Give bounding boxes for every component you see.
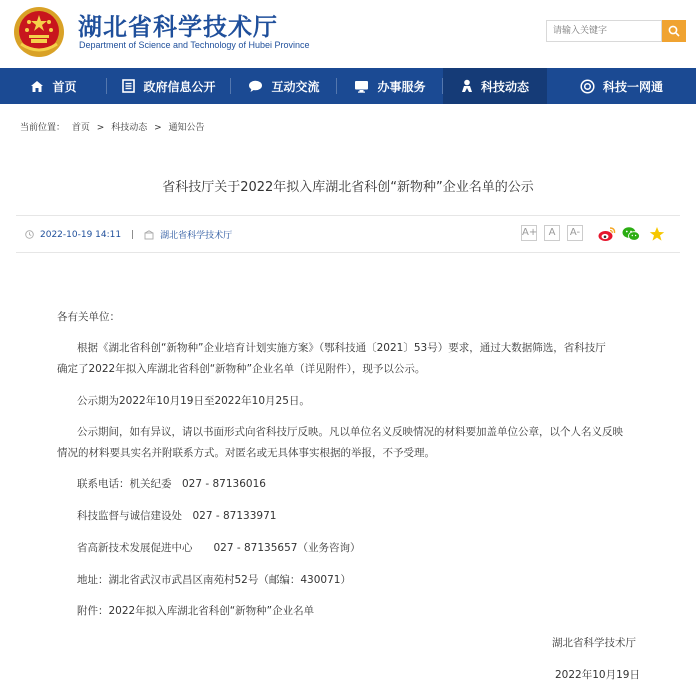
nav-label: 科技一网通 — [602, 79, 663, 94]
favorite-button[interactable] — [648, 225, 666, 243]
font-size-decrease-button[interactable]: A- — [567, 225, 583, 241]
article-title: 省科技厅关于2022年拟入库湖北省科创“新物种”企业名单的公示 — [162, 180, 534, 195]
share-weibo-button[interactable] — [598, 225, 616, 243]
font-size-increase-button[interactable]: A+ — [521, 225, 537, 241]
search-button[interactable] — [662, 20, 686, 42]
source-icon — [144, 230, 154, 240]
main-nav — [0, 68, 696, 104]
breadcrumb-separator: > — [96, 123, 105, 133]
nav-item-services[interactable] — [337, 68, 443, 104]
paragraph-3-line-1: 公示期间，如有异议，请以书面形式向省科技厅反映。凡以单位名义反映情况的材料要加盖单位公章，以个人名义反映 — [77, 426, 623, 438]
search-icon — [668, 25, 680, 37]
clock-icon — [25, 230, 34, 239]
nav-item-gov-info[interactable] — [107, 68, 231, 104]
nav-item-home[interactable] — [0, 68, 107, 104]
weibo-icon — [598, 226, 616, 242]
wechat-icon — [622, 226, 640, 242]
contact-phone-2: 科技监督与诚信建设处 027 - 87133971 — [77, 510, 277, 522]
breadcrumb-tech-news-link[interactable]: 科技动态 — [111, 123, 148, 133]
paragraph-2: 公示期为2022年10月19日至2022年10月25日。 — [77, 395, 310, 407]
nav-item-tech-portal[interactable] — [547, 68, 696, 104]
site-subtitle-english: Department of Science and Technology of Hubei Province — [79, 40, 310, 50]
nav-label: 首页 — [52, 79, 77, 94]
signature-org: 湖北省科学技术厅 — [552, 637, 636, 649]
nav-label: 科技动态 — [480, 79, 529, 94]
nav-label: 互动交流 — [271, 79, 320, 94]
breadcrumb-separator: > — [154, 123, 162, 133]
share-wechat-button[interactable] — [622, 225, 640, 243]
breadcrumb-home-link[interactable]: 首页 — [71, 123, 90, 133]
person-icon — [461, 79, 473, 93]
article-meta-bar — [16, 215, 680, 253]
meta-separator: | — [131, 229, 135, 240]
greeting: 各有关单位： — [57, 311, 120, 323]
signature-date: 2022年10月19日 — [555, 669, 640, 681]
national-emblem-icon — [13, 6, 65, 58]
breadcrumb-notices-link[interactable]: 通知公告 — [168, 123, 205, 133]
globe-icon — [580, 79, 595, 94]
site-title[interactable]: 湖北省科学技术厅 — [78, 12, 278, 41]
star-icon — [649, 226, 665, 242]
chat-bubble-icon — [248, 80, 263, 93]
attachment-link[interactable]: 附件：2022年拟入库湖北省科创“新物种”企业名单 — [77, 605, 315, 617]
nav-item-tech-news[interactable] — [443, 68, 547, 104]
paragraph-3-line-2: 情况的材料要具实名并附联系方式。对匿名或无具体事实根据的举报，不予受理。 — [57, 447, 435, 459]
nav-item-interaction[interactable] — [231, 68, 337, 104]
paragraph-1-line-1: 根据《湖北省科创“新物种”企业培育计划实施方案》（鄂科技通〔2021〕53号）要求，通过大数据筛选，省科技厅 — [77, 342, 606, 354]
contact-phone-1: 联系电话：机关纪委 027 - 87136016 — [77, 478, 266, 490]
breadcrumb-prefix: 当前位置： — [20, 123, 66, 133]
article-source: 湖北省科学技术厅 — [160, 231, 233, 241]
site-header — [0, 0, 696, 68]
home-icon — [30, 80, 44, 93]
document-icon — [122, 79, 135, 93]
font-size-default-button[interactable]: A — [544, 225, 560, 241]
contact-phone-3: 省高新技术发展促进中心 027 - 87135657（业务咨询） — [77, 542, 361, 554]
paragraph-1-line-2: 确定了2022年拟入库湖北省科创“新物种”企业名单（详见附件），现予以公示。 — [57, 363, 426, 375]
address: 地址：湖北省武汉市武昌区南苑村52号（邮编：430071） — [77, 574, 351, 586]
search-input[interactable] — [546, 20, 662, 42]
nav-label: 政府信息公开 — [143, 79, 216, 94]
monitor-icon — [354, 80, 369, 93]
publish-date: 2022-10-19 14:11 — [40, 229, 122, 240]
nav-label: 办事服务 — [377, 79, 426, 94]
breadcrumb — [20, 120, 209, 133]
